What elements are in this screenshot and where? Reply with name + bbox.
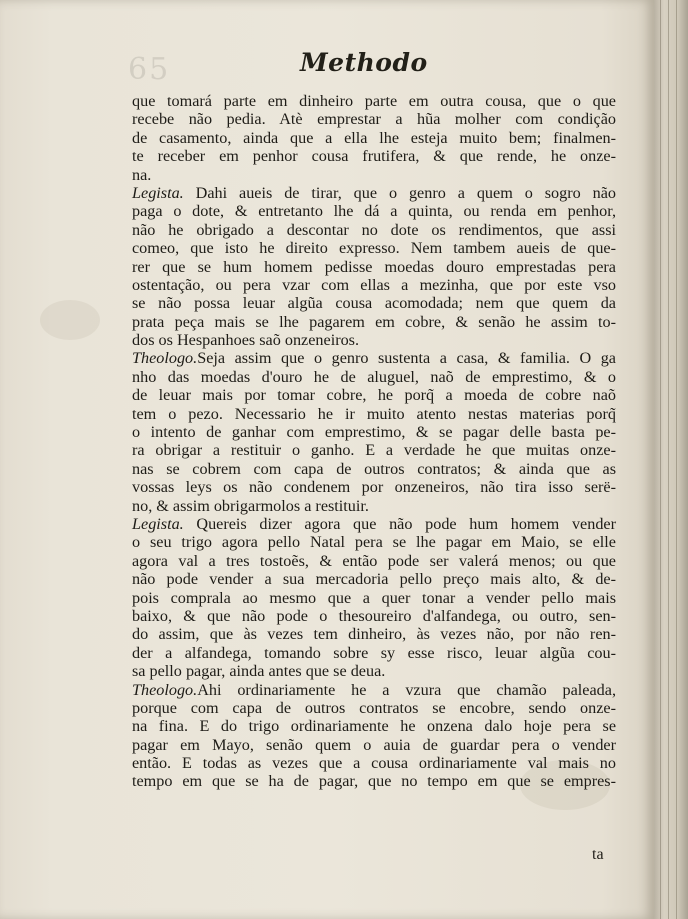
text-line (132, 221, 616, 239)
line-text: paga o dote, & entretanto lhe dá a quinta, ou renda em penhor, (132, 202, 616, 221)
line-text: te receber em penhor cousa frutifera, & que rende, he onze- (132, 147, 616, 166)
text-line (132, 349, 616, 367)
line-text: o intento de ganhar com emprestimo, & se pagar delle basta pe- (132, 423, 616, 442)
line-text: Ahi ordinariamente he a vzura que chamão paleada, (197, 680, 616, 699)
edge-line (660, 0, 661, 919)
line-text: Quereis dizer agora que não pode hum homem vender (183, 514, 616, 533)
text-line (132, 166, 616, 184)
text-line (132, 239, 616, 257)
line-text: nas se cobrem com capa de outros contratos; & ainda que as (132, 459, 616, 478)
text-line (132, 607, 616, 625)
line-text: Seja assim que o genro sustenta a casa, & familia. O ga (197, 349, 616, 368)
line-text: vossas leys os não condenem por onzeneiros, não tira isso serë- (132, 478, 616, 497)
line-text: então. E todas as vezes que a cousa ordinariamente val mais no (132, 754, 616, 773)
line-text: o seu trigo agora pello Natal pera se lhe pagar em Maio, se elle (132, 533, 616, 552)
line-text: que tomará parte em dinheiro parte em outra cousa, que o que (132, 92, 616, 110)
text-line (132, 405, 616, 423)
text-line (132, 699, 616, 717)
line-text: no, & assim obrigarmolos a restituir. (132, 496, 369, 515)
text-line (132, 110, 616, 128)
speaker-label: Legista. (132, 514, 184, 533)
text-line (132, 331, 616, 349)
text-line (132, 754, 616, 772)
speaker-label: Legista. (132, 183, 184, 202)
text-line (132, 497, 616, 515)
paper-stain (40, 300, 100, 340)
text-line (132, 625, 616, 643)
catchword: ta (592, 846, 604, 863)
text-line (132, 460, 616, 478)
line-text: baixo, & que não pode o thesoureiro d'alfandega, ou outro, sen- (132, 606, 616, 625)
line-text: na fina. E do trigo ordinariamente he onzena dalo hoje pera se (132, 717, 616, 736)
text-line (132, 681, 616, 699)
text-line (132, 662, 616, 680)
line-text: de leuar mais por tomar cobre, he porq̃ a moeda de cobre naõ (132, 386, 616, 405)
text-line (132, 644, 616, 662)
text-line (132, 441, 616, 459)
text-line (132, 92, 616, 110)
line-text: pagar em Mayo, senão quem o auia de guardar pera o vender (132, 735, 616, 754)
line-text: sa pello pagar, ainda antes que se deua. (132, 662, 386, 681)
text-line (132, 589, 616, 607)
line-text: na. (132, 165, 152, 184)
text-line (132, 736, 616, 754)
line-text: pois comprala ao mesmo que a quer tonar a vender pello mais (132, 588, 616, 607)
line-text: dos os Hespanhoes saõ onzeneiros. (132, 331, 360, 350)
line-text: ostentação, ou pera vzar com ellas a mezinha, que por este vso (132, 275, 616, 294)
next-page-edge (654, 0, 688, 919)
text-line (132, 147, 616, 165)
text-line (132, 772, 616, 790)
line-text: nho das moedas d'ouro he de aluguel, naõ de emprestimo, & o (132, 367, 616, 386)
line-text: agora val a tres tostoẽs, & então pode ser valerá menos; ou que (132, 551, 616, 570)
text-line (132, 276, 616, 294)
line-text: Dahi aueis de tirar, que o genro a quem o sogro não (183, 183, 616, 202)
text-line (132, 717, 616, 735)
line-text: não pode vender a sua mercadoria pello preço mais alto, & de- (132, 570, 616, 589)
line-text: recebe não pedia. Atè emprestar a hũa molher com condição (132, 110, 616, 129)
edge-line (668, 0, 669, 919)
show-through-page-number: 65 (128, 52, 171, 87)
line-text: tempo em que se ha de pagar, que no tempo em que se empres- (132, 772, 616, 791)
text-line (132, 423, 616, 441)
text-line (132, 129, 616, 147)
running-head: Methodo (300, 48, 428, 77)
line-text: se não possa leuar algũa cousa acomodada; nem que quem da (132, 294, 616, 313)
line-text: comeo, que isto he direito expresso. Nem tambem aueis de que- (132, 239, 616, 258)
line-text: do assim, que às vezes tem dinheiro, às vezes não, por não ren- (132, 625, 616, 644)
line-text: porque com capa de outros contratos se encobre, sendo onze- (132, 698, 616, 717)
speaker-label: Theologo. (132, 349, 198, 368)
text-line (132, 258, 616, 276)
text-line (132, 202, 616, 220)
text-line (132, 184, 616, 202)
text-line (132, 552, 616, 570)
text-line (132, 313, 616, 331)
line-text: der a alfandega, tomando sobre sy esse risco, leuar algũa cou- (132, 643, 616, 662)
body-text (132, 92, 616, 791)
line-text: ra obrigar a restituir o ganho. E a verdade he que muitas onze- (132, 441, 616, 460)
text-line (132, 294, 616, 312)
text-line (132, 515, 616, 533)
text-line (132, 368, 616, 386)
speaker-label: Theologo. (132, 680, 198, 699)
edge-line (676, 0, 677, 919)
line-text: de casamento, ainda que a ella lhe esteja muito bem; finalmen- (132, 128, 616, 147)
line-text: prata peça mais se lhe pagarem em cobre, & senão he assim to- (132, 312, 616, 331)
text-line (132, 570, 616, 588)
text-line (132, 533, 616, 551)
line-text: rer que se hum homem pedisse moedas douro emprestadas pera (132, 257, 616, 276)
text-line (132, 478, 616, 496)
line-text: tem o pezo. Necessario he ir muito atento nestas materias porq̃ (132, 404, 616, 423)
text-line (132, 386, 616, 404)
line-text: não he obrigado a descontar no dote os rendimentos, que assi (132, 220, 616, 239)
